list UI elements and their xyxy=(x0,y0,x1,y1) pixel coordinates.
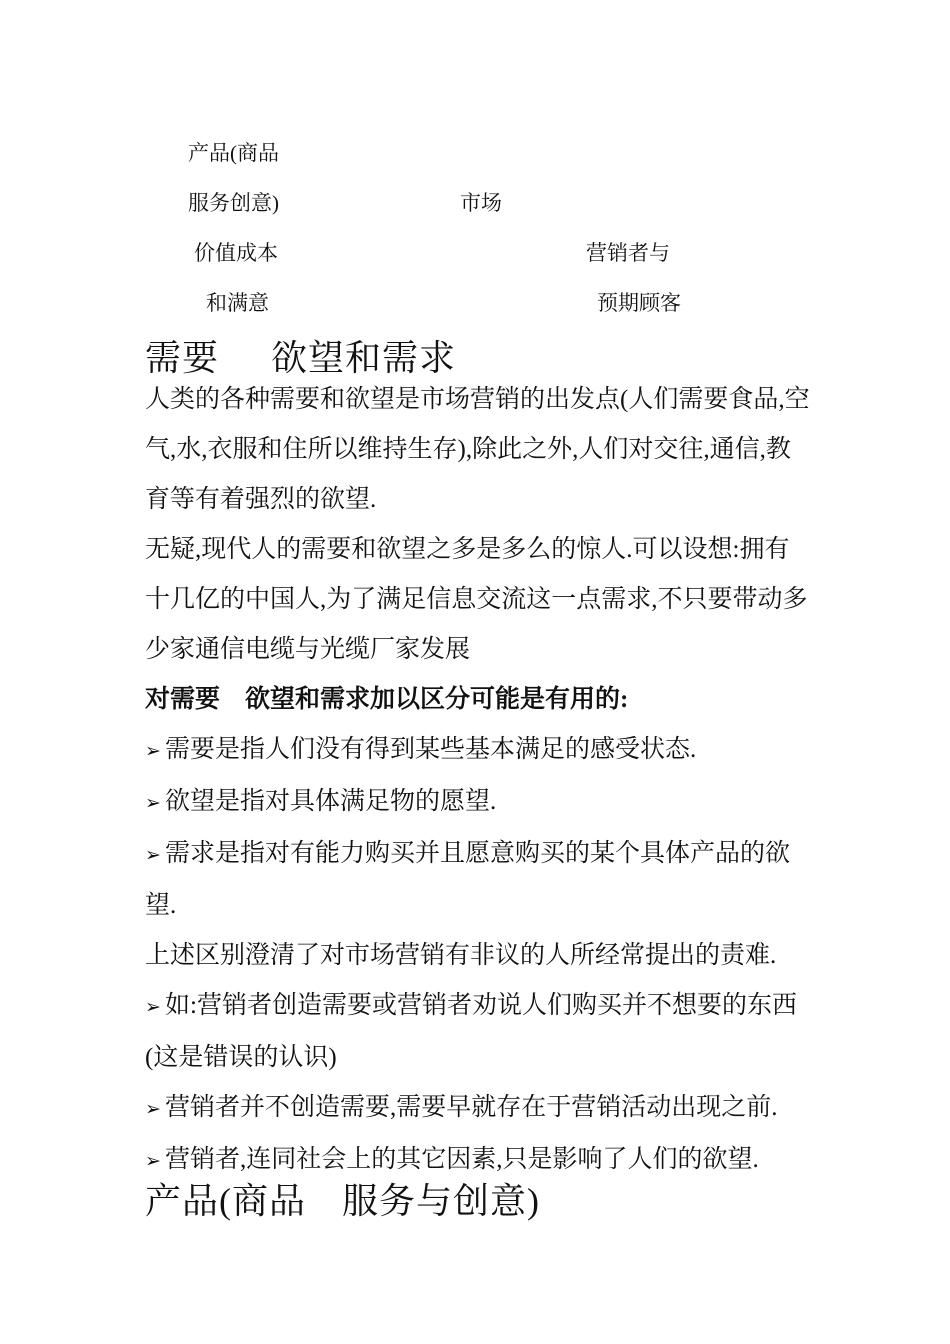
diagram-label-product: 产品(商品 xyxy=(188,141,279,165)
heading-part-needs: 需要 xyxy=(145,338,220,378)
heading-part-products: 产品(商品 xyxy=(145,1181,306,1221)
section-heading-needs xyxy=(145,330,456,381)
heading-part-services: 服务与创意) xyxy=(342,1181,540,1221)
bullet-item: ➢ 营销者并不创造需要,需要早就存在于营销活动出现之前. xyxy=(145,1083,810,1135)
diagram-label-customer: 预期顾客 xyxy=(597,291,681,315)
paragraph-needs-intro: 人类的各种需要和欲望是市场营销的出发点(人们需要食品,空气,水,衣服和住所以维持生存),除此之外,人们对交往,通信,教育等有着强烈的欲望. xyxy=(145,386,810,513)
bullet-arrow-icon: ➢ xyxy=(145,793,161,814)
bullet-item: ➢ 欲望是指对具体满足物的愿望. xyxy=(145,777,810,829)
bullet-arrow-icon: ➢ xyxy=(145,997,161,1018)
bold-distinction-line: 对需要 欲望和需求加以区分可能是有用的: xyxy=(145,686,629,713)
heading-part-wants-demands: 欲望和需求 xyxy=(271,338,457,378)
paragraph-criticism: 上述区别澄清了对市场营销有非议的人所经常提出的责难. xyxy=(145,942,777,969)
bullet-arrow-icon: ➢ xyxy=(145,741,161,762)
section-heading-products xyxy=(145,1173,540,1224)
bullet-item: ➢ 需要是指人们没有得到某些基本满足的感受状态. xyxy=(145,725,810,777)
bullet-arrow-icon: ➢ xyxy=(145,1151,161,1172)
bullet-item: ➢ 需求是指对有能力购买并且愿意购买的某个具体产品的欲望. xyxy=(145,829,810,931)
section-body xyxy=(145,375,810,1187)
diagram-label-value: 价值成本 xyxy=(194,241,278,265)
diagram-label-market: 市场 xyxy=(460,191,502,215)
diagram-label-service: 服务创意) xyxy=(188,191,279,215)
paragraph-modern-needs: 无疑,现代人的需要和欲望之多是多么的惊人.可以设想:拥有十几亿的中国人,为了满足信息交流这一点需求,不只要带动多少家通信电缆与光缆厂家发展 xyxy=(145,536,808,663)
bullet-arrow-icon: ➢ xyxy=(145,1099,161,1120)
bullet-item: ➢ 如:营销者创造需要或营销者劝说人们购买并不想要的东西(这是错误的认识) xyxy=(145,981,810,1083)
diagram-label-satisfaction: 和满意 xyxy=(206,291,269,315)
bullet-item: ➢ 营销者,连同社会上的其它因素,只是影响了人们的欲望. xyxy=(145,1135,810,1187)
diagram-label-marketer: 营销者与 xyxy=(586,241,670,265)
bullet-arrow-icon: ➢ xyxy=(145,845,161,866)
